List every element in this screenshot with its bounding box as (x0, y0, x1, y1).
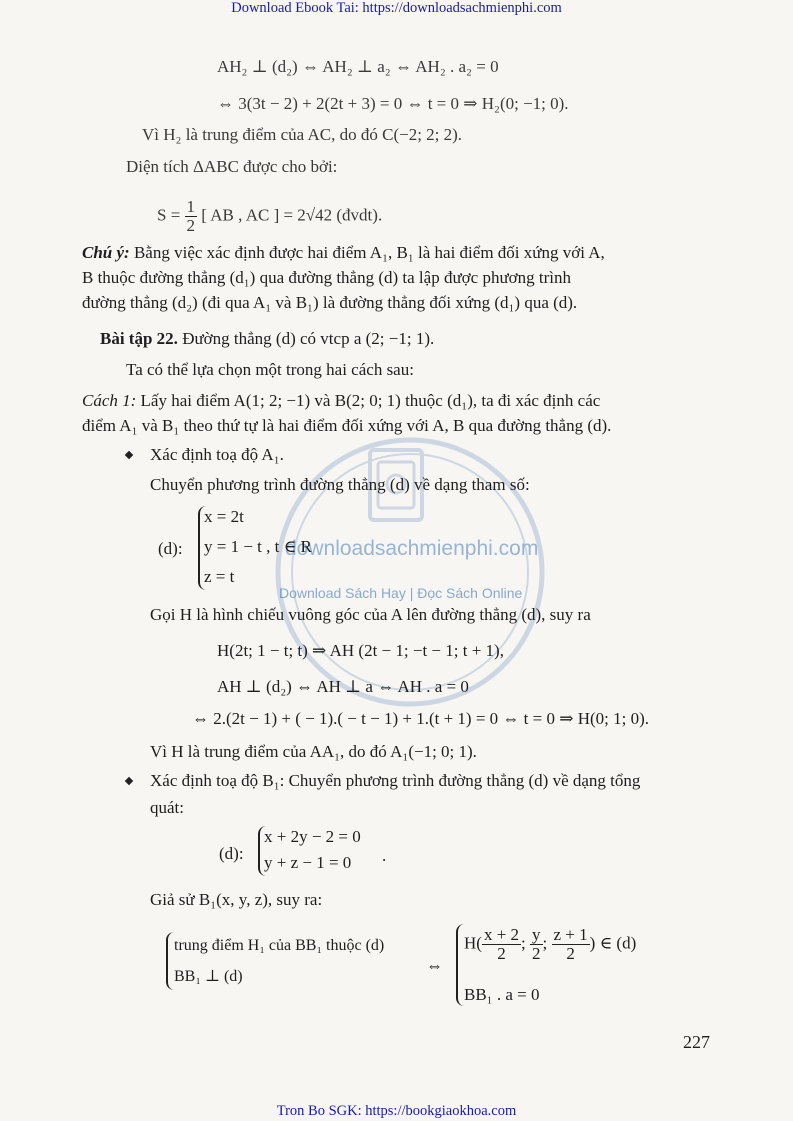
bullet-icon (125, 777, 133, 785)
area-fraction (185, 198, 198, 235)
bullet-text: Xác định toạ độ B₁: Chuyển phương trình đường thẳng (d) về dạng tổng (150, 771, 641, 790)
h-point-prefix: H( (464, 933, 482, 953)
note-line (82, 242, 605, 264)
bullet-icon (125, 451, 133, 459)
footer-link[interactable]: Tron Bo SGK: https://bookgiaokhoa.com (276, 1103, 517, 1119)
area-lhs: S = (157, 205, 181, 225)
system-row: y = 1 − t , t ∈ R (204, 537, 312, 556)
system-row: x + 2y − 2 = 0 (264, 827, 361, 846)
method-label: Cách 1: (82, 391, 137, 410)
condition-row: H( $\frac{x + 2}{2}$ ; $\frac{y}{2}$ ; $\frac{z + 1}{2}$ ) ∈ (d) (464, 925, 637, 963)
note-text: Bằng việc xác định được hai điểm A₁, B₁ là hai điểm đối xứng với A, (129, 243, 605, 262)
text-line: ⇔ 3(3t − 2) + 2(2t + 3) = 0 ⇔ t = 0 ⇒ H₂(0; −1; 0). (217, 94, 569, 113)
system-end: . (382, 846, 387, 865)
watermark-tagline: Download Sách Hay | Đọc Sách Online (279, 585, 523, 601)
system-label: (d): (158, 539, 183, 558)
frac-den: 2 (566, 944, 575, 963)
page-number: 227 (683, 1032, 710, 1052)
system-row: z = t (204, 567, 235, 586)
text-line: AH₂ ⊥ (d₂) ⇔ AH₂ ⊥ a₂ ⇔ AH₂ . a₂ = 0 (217, 57, 499, 76)
area-formula (157, 198, 382, 235)
system-row: x = 2t (204, 507, 244, 526)
text-line: Ta có thể lựa chọn một trong hai cách sau: (126, 360, 414, 379)
note-label: Chú ý: (82, 243, 130, 262)
frac-num: x + 2 (483, 925, 520, 944)
system-label: (d): (219, 844, 244, 863)
text-line: AH ⊥ (d₂) ⇔ AH ⊥ a ⇔ AH . a = 0 (217, 677, 469, 696)
header-download-link[interactable]: Download Ebook Tai: https://downloadsachmienphi.com (231, 0, 562, 16)
area-num: 1 (186, 197, 196, 216)
exercise-label: Bài tập 22. (100, 329, 178, 348)
frac-num: y (532, 925, 541, 944)
watermark-site: downloadsachmienphi.com (285, 537, 539, 560)
text-line: Gọi H là hình chiếu vuông góc của A lên đường thẳng (d), suy ra (150, 605, 591, 624)
bullet-text: Xác định toạ độ A₁. (150, 445, 284, 464)
fraction (530, 926, 543, 963)
frac-num: z + 1 (553, 925, 588, 944)
method-text: Lấy hai điểm A(1; 2; −1) và B(2; 0; 1) thuộc (d₁), ta đi xác định các (136, 391, 601, 410)
note-line: B thuộc đường thẳng (d₁) qua đường thẳng (d) ta lập được phương trình (82, 268, 572, 287)
text-line: Vì H là trung điểm của AA₁, do đó A₁(−1; 0; 1). (150, 742, 477, 761)
system-row: y + z − 1 = 0 (264, 853, 352, 872)
frac-den: 2 (532, 944, 541, 963)
text-line: Vì H₂ là trung điểm của AC, do đó C(−2; 2; 2). (142, 125, 463, 144)
h-point-suffix: ) ∈ (d) (589, 933, 637, 953)
condition-row: trung điểm H₁ của BB₁ thuộc (d) (174, 937, 385, 954)
text-line: ⇔ 2.(2t − 1) + ( − 1).( − t − 1) + 1.(t + 1) = 0 ⇔ t = 0 ⇒ H(0; 1; 0). (192, 709, 650, 728)
fraction (482, 926, 521, 963)
fraction (552, 926, 590, 963)
area-den: 2 (186, 216, 196, 235)
text-line: quát: (150, 798, 184, 817)
text-line: Giả sử B₁(x, y, z), suy ra: (150, 890, 323, 909)
area-rhs: [ AB , AC ] = 2√42 (đvdt). (201, 205, 383, 225)
text-line: Diện tích ΔABC được cho bởi: (126, 157, 338, 176)
equivalence-symbol: ⇔ (426, 956, 443, 975)
exercise-text: Đường thẳng (d) có vtcp a (2; −1; 1). (177, 329, 435, 348)
frac-den: 2 (497, 944, 506, 963)
note-line: đường thẳng (d₂) (đi qua A₁ và B₁) là đường thẳng đối xứng (d₁) qua (d). (82, 293, 578, 312)
exercise-heading (100, 328, 434, 350)
condition-row: BB₁ . a = 0 (464, 985, 540, 1004)
condition-row: BB₁ ⊥ (d) (174, 968, 243, 985)
method-line: điểm A₁ và B₁ theo thứ tự là hai điểm đối xứng với A, B qua đường thẳng (d). (82, 416, 612, 435)
text-line: H(2t; 1 − t; t) ⇒ AH (2t − 1; −t − 1; t + 1), (217, 641, 504, 660)
method-line (82, 390, 600, 412)
text-line: Chuyển phương trình đường thẳng (d) về dạng tham số: (150, 475, 530, 494)
